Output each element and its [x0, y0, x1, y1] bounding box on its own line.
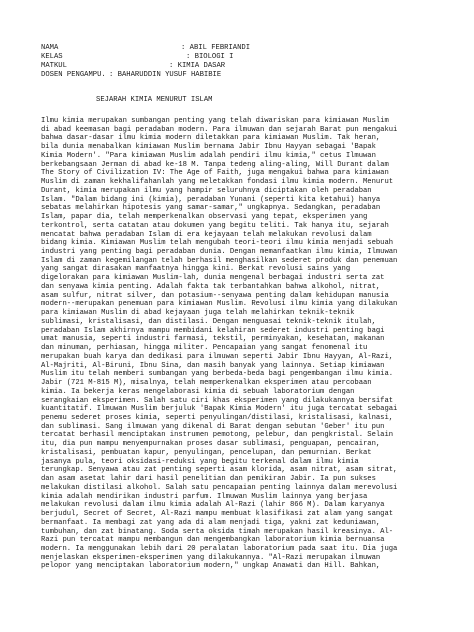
nama-value: : ABIL FEBRIANDI	[181, 44, 251, 52]
body-paragraph: Ilmu kimia merupakan sumbangan penting yang telah diwariskan para kimiawan Muslim di abad keemasan bagi peradaban modern. Para ilmuwan dan sejarah Barat pun mengakui bahwa dasar-dasar ilmu kimia modern diletakkan para kimiawan Muslim. Tak heran, bila dunia menabalkan kimiawan Muslim bernama Jabir Ibnu Hayyan sebagai 'Bapak Kimia Modern'. "Para kimiawan Muslim adalah pendiri ilmu kimia," cetus Ilmuwan berkebangsaan Jerman di abad ke-18 M. Tanpa tedeng aling-aling, Will Durant dalam The Story of Civilization IV: The Age of Faith, juga mengakui bahwa para kimiawan Muslim di zaman kekhalifahanlah yang meletakkan fondasi ilmu kimia modern. Menurut Durant, kimia merupakan ilmu yang hampir seluruhnya diciptakan oleh peradaban Islam. "Dalam bidang ini (kimia), peradaban Yunani (seperti kita ketahui) hanya sebatas melahirkan hipotesis yang samar-samar," ungkapnya. Sedangkan, peradaban Islam, papar dia, telah memperkenalkan observasi yang tepat, eksperimen yang terkontrol, serta catatan atau dokumen yang begitu teliti. Tak hanya itu, sejarah mencatat bahwa peradaban Islam di era kejayaan telah melakukan revolusi dalam bidang kimia. Kimiawan Muslim telah mengubah teori-teori ilmu kimia menjadi sebuah industri yang penting bagi peradaban dunia. Dengan memanfaatkan ilmu kimia, Ilmuwan Islam di zaman kegemilangan telah berhasil menghasilkan sederet produk dan penemuan yang sangat dirasakan manfaatnya hingga kini. Berkat revolusi sains yang digelorakan para kimiawan Muslim-lah, dunia mengenal berbagai industri serta zat dan senyawa kimia penting. Adalah fakta tak terbantahkan bahwa alkohol, nitrat, asam sulfur, nitrat silver, dan potasium--senyawa penting dalam kehidupan manusia modern--merupakan penemuan para kimiawan Muslim. Revolusi ilmu kimia yang dilakukan para kimiawan Muslim di abad kejayaan juga telah melahirkan teknik-teknik sublimasi, kristalisasi, dan distilasi. Dengan menguasai teknik-teknik itulah, peradaban Islam akhirnya mampu membidani kelahiran sederet industri penting bagi umat manusia, seperti industri farmasi, tekstil, perminyakan, kesehatan, makanan dan minuman, perhiasan, hingga militer. Pencapaian yang sangat fenomenal itu merupakan buah karya dan dedikasi para ilmuwan seperti Jabir Ibnu Hayyan, Al-Razi, Al-Majriti, Al-Biruni, Ibnu Sina, dan masih banyak yang lainnya. Setiap kimiawan Muslim itu telah memberi sumbangan yang berbeda-beda bagi pengembangan ilmu kimia. Jabir (721 M-815 M), misalnya, telah memperkenalkan eksperimen atau percobaan kimia. Ia bekerja keras mengelaborasi kimia di sebuah laboratorium dengan serangkaian eksperimen. Salah satu ciri khas eksperimen yang dilakukannya bersifat kuantitatif. Ilmuwan Muslim berjuluk 'Bapak Kimia Modern' itu juga tercatat sebagai penemu sederet proses kimia, seperti penyulingan/distilasi, kristalisasi, kalnasi, dan sublimasi. Sang ilmuwan yang dikenal di Barat dengan sebutan 'Geber' itu pun tercatat berhasil menciptakan instrumen pemotong, pelebur, dan pengkristal. Selain itu, dia pun mampu menyempurnakan proses dasar sublimasi, penguapan, pencairan, kristalisasi, pembuatan kapur, penyulingan, pencelupan, dan pemurnian. Berkat jasanya pula, teori oksidasi-reduksi yang begitu terkenal dalam ilmu kimia terungkap. Senyawa atau zat penting seperti asam klorida, asam nitrat, asam sitrat, dan asam asetat lahir dari hasil penelitian dan pemikiran Jabir. Ia pun sukses melakukan distilasi alkohol. Salah satu pencapaian penting lainnya dalam merevolusi kimia adalah mendirikan industri parfum. Ilmuwan Muslim lainnya yang berjasa melakukan revolusi dalam ilmu kimia adalah Al-Razi (lahir 866 M). Dalam karyanya berjudul, Secret of Secret, Al-Razi mampu membuat klasifikasi zat alam yang sangat bermanfaat. Ia membagi zat yang ada di alam menjadi tiga, yakni zat keduniawan, tumbuhan, dan zat binatang. Soda serta oksida timah merupakan hasil kreasinya. Al- Razi pun tercatat mampu membangun dan mengembangkan laboratorium kimia bernuansa modern. Ia menggunakan lebih dari 20 peralatan laboratorium pada saat itu. Dia juga menjelaskan eksperimen-eksperimen yang dilakukannya. "Al-Razi merupakan ilmuwan pelopor yang menciptakan laboratorium modern," ungkap Anawati dan Hill. Bahkan,	[41, 117, 398, 571]
header-nama-row	[41, 44, 250, 53]
header-dosen-row	[41, 71, 221, 80]
nama-label: NAMA	[41, 44, 59, 52]
page-title: SEJARAH KIMIA MENURUT ISLAM	[96, 96, 213, 104]
kelas-label: KELAS	[41, 53, 63, 61]
dosen-value: : BAHARUDDIN YUSUF HABIBIE	[109, 71, 222, 79]
header-matkul-row	[41, 62, 225, 71]
matkul-value: : KIMIA DASAR	[169, 62, 226, 70]
dosen-label: DOSEN PENGAMPU.	[41, 71, 106, 79]
kelas-value: : BIOLOGI I	[186, 53, 234, 61]
header-kelas-row	[41, 53, 233, 62]
matkul-label: MATKUL	[41, 62, 67, 70]
